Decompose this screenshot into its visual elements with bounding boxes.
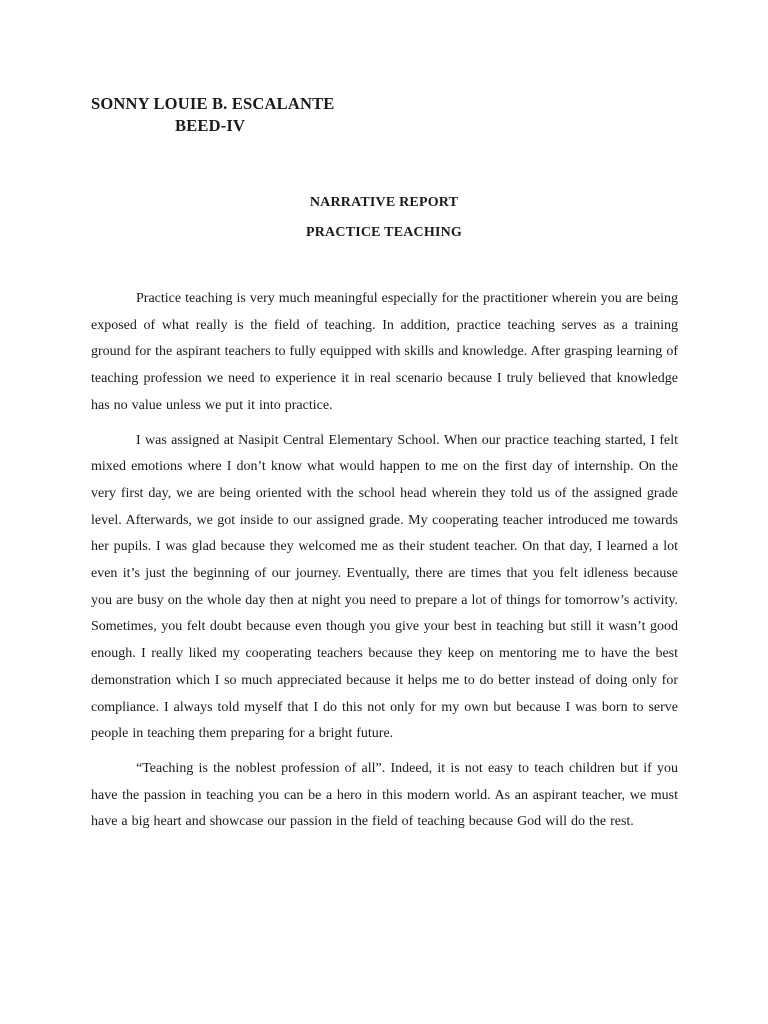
report-body <box>91 286 678 844</box>
report-subtitle: PRACTICE TEACHING <box>306 225 462 240</box>
paragraph-2: I was assigned at Nasipit Central Elementary School. When our practice teaching started, I felt mixed emotions where I don’t know what would happen to me on the first day of internship. On the very first day, we are being oriented with the school head wherein they told us of the assigned grade level. Afterwards, we got inside to our assigned grade. My cooperating teacher introduced me towards her pupils. I was glad because they welcomed me as their student teacher. On that day, I learned a lot even it’s just the beginning of our journey. Eventually, there are times that you felt idleness because you are busy on the whole day then at night you need to prepare a lot of things for tomorrow’s activity. Sometimes, you felt doubt because even though you give your best in teaching but still it wasn’t good enough. I really liked my cooperating teachers because they keep on mentoring me to have the best demonstration which I so much appreciated because it helps me to do better instead of doing only for compliance. I always told myself that I do this not only for my own but because I was born to serve people in teaching them preparing for a bright future. <box>91 432 678 742</box>
paragraph-3: “Teaching is the noblest profession of all”. Indeed, it is not easy to teach children but if you have the passion in teaching you can be a hero in this modern world. As an aspirant teacher, we must have a big heart and showcase our passion in the field of teaching because God will do the rest. <box>91 760 678 830</box>
author-course: BEED-IV <box>175 116 246 135</box>
paragraph-1: Practice teaching is very much meaningful especially for the practitioner wherein you are being exposed of what really is the field of teaching. In addition, practice teaching serves as a training ground for the aspirant teachers to fully equipped with skills and knowledge. After grasping learning of teaching profession we need to experience it in real scenario because I truly believed that knowledge has no value unless we put it into practice. <box>91 291 678 413</box>
author-name: SONNY LOUIE B. ESCALANTE <box>91 94 335 113</box>
report-title: NARRATIVE REPORT <box>309 195 459 210</box>
